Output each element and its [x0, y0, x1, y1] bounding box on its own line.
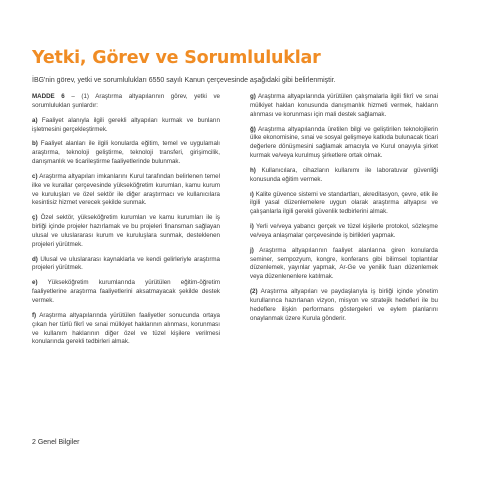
- paragraph-text: Yerli ve/veya yabancı gerçek ve tüzel kişilerle protokol, sözleşme ve/veya anlaşmalar çerçevesinde iş birlikleri yapmak.: [250, 223, 438, 239]
- paragraph-b: [32, 140, 220, 167]
- paragraph-text: Araştırma altyapıları imkanlarını Kurul tarafından belirlenen temel ilke ve kurallar çerçevesinde yükseköğretim kurumları, kamu kurum ve kuruluşları ve özel sektör ile diğer araştırmacı ve kullanıcılara kesintisiz hizmet verecek şekilde sunmak.: [32, 172, 220, 207]
- paragraph-label: (2): [250, 288, 258, 296]
- paragraph-text: Araştırma altyapılarında yürütülen faaliyetler sonucunda ortaya çıkan her türlü fikrî ve sınai mülkiyet haklarının alınması, korunması ve kullanım haklarının diğer özel ve tüzel kişilere verilmesi konularında gerekli tedbirleri almak.: [32, 311, 220, 346]
- paragraph-label: f): [32, 311, 37, 319]
- paragraph-j: [250, 247, 438, 283]
- paragraph-label: c): [32, 172, 38, 180]
- paragraph-text: Araştırma altyapılarının faaliyet alanlarına giren konularda seminer, sempozyum, kongre, konferans gibi bilimsel toplantılar düzenlemek, yayınlar yapmak, Ar-Ge ve yenilik fuarı düzenlemek veya düzenlenenlere katılmak.: [250, 246, 438, 281]
- paragraph-text: Ulusal ve uluslararası kaynaklarla ve kendi gelirleriyle araştırma projeleri yürütmek.: [32, 255, 220, 272]
- paragraph-text: – (1) Araştırma altyapılarının görev, yetki ve sorumlulukları şunlardır:: [32, 93, 220, 109]
- paragraph-text: Özel sektör, yükseköğretim kurumları ve kamu kurumları ile iş birliği içinde projeler hazırlamak ve bu projeleri finansman sağlayan ulusal ve uluslararası kurum ve kuruluşlara sunmak, desteklenen projeleri yürütmek.: [32, 214, 220, 248]
- paragraph-f: [32, 312, 220, 348]
- paragraph-g: [250, 93, 438, 120]
- paragraph-label: a): [32, 116, 38, 124]
- paragraph-label: d): [32, 255, 38, 263]
- paragraph-label: ı): [250, 190, 254, 198]
- paragraph-i: [250, 223, 438, 241]
- paragraph-c-cedilla: [32, 214, 220, 250]
- paragraph-label: g): [250, 93, 256, 100]
- paragraph-g-breve: [250, 126, 438, 162]
- page-title: Yetki, Görev ve Sorumluluklar: [32, 48, 321, 68]
- paragraph-dotless-i: [250, 191, 438, 218]
- paragraph-madde-6: [32, 93, 220, 111]
- paragraph-label: h): [250, 166, 256, 174]
- paragraph-a: [32, 117, 220, 135]
- paragraph-d: [32, 256, 220, 274]
- paragraph-text: Araştırma altyapıları ve paydaşlarıyla iş birliği içinde yönetim kurullarınca hazırlanan vizyon, misyon ve stratejik hedefleri ile bu hedeflere ilişkin performans göstergeleri ve eylem planlarını onaylanmak üzere Kurula gönderir.: [250, 288, 438, 322]
- paragraph-text: Araştırma altyapılarında yürütülen çalışmalarla ilgili fikrî ve sınai mülkiyet hakları konusunda danışmanlık hizmeti vermek, hakların alınması ve korunması için mali destek sağlamak.: [250, 93, 438, 118]
- paragraph-label: ğ): [250, 125, 256, 133]
- paragraph-2: [250, 288, 438, 324]
- paragraph-text: Araştırma altyapılarında üretilen bilgi ve geliştirilen teknolojilerin ülke ekonomisine, sınai ve sosyal gelişmeye katkıda bulunacak ticari değerlere dönüşmesini sağlamak amacıyla ve Kurul onayıyla şirket kurmak ve/veya kurulmuş şirketlere ortak olmak.: [250, 125, 438, 160]
- paragraph-label: MADDE 6: [32, 93, 65, 100]
- paragraph-label: ç): [32, 214, 38, 222]
- page-footer: 2 Genel Bilgiler: [32, 439, 80, 446]
- paragraph-label: e): [32, 279, 38, 287]
- paragraph-text: Faaliyet alanları ile ilgili konularda eğitim, temel ve uygulamalı araştırma, teknoloji geliştirme, teknoloji transferi, girişimcilik, danışmanlık ve ticarileştirme faaliyetlerinde bulunmak.: [32, 140, 220, 166]
- intro-text: İBG'nin görev, yetki ve sorumlulukları 6550 sayılı Kanun çerçevesinde aşağıdaki gibi belirlenmiştir.: [32, 77, 336, 84]
- right-column: [250, 93, 438, 330]
- paragraph-text: Faaliyet alanıyla ilgili gerekli altyapıları kurmak ve bunların işletmesini gerçekleştirmek.: [32, 116, 220, 133]
- paragraph-text: Kalite güvence sistemi ve standartları, akreditasyon, çevre, etik ile ilgili yasal düzenlemelere uygun olarak araştırma altyapısı ve çalışanlarla ilgili gerekli güvenlik tedbirlerini almak.: [250, 190, 438, 216]
- paragraph-label: b): [32, 140, 38, 148]
- paragraph-c: [32, 173, 220, 209]
- paragraph-text: Yükseköğretim kurumlarında yürütülen eğitim-öğretim faaliyetlerine araştırma faaliyetlerini aksatmayacak şekilde destek vermek.: [32, 279, 220, 304]
- paragraph-label: i): [250, 223, 254, 231]
- paragraph-text: Kullanıcılara, cihazların kullanımı ile laboratuvar güvenliği konusunda eğitim vermek.: [250, 166, 438, 183]
- paragraph-e: [32, 279, 220, 306]
- left-column: [32, 93, 220, 353]
- paragraph-h: [250, 167, 438, 185]
- paragraph-label: j): [250, 246, 254, 254]
